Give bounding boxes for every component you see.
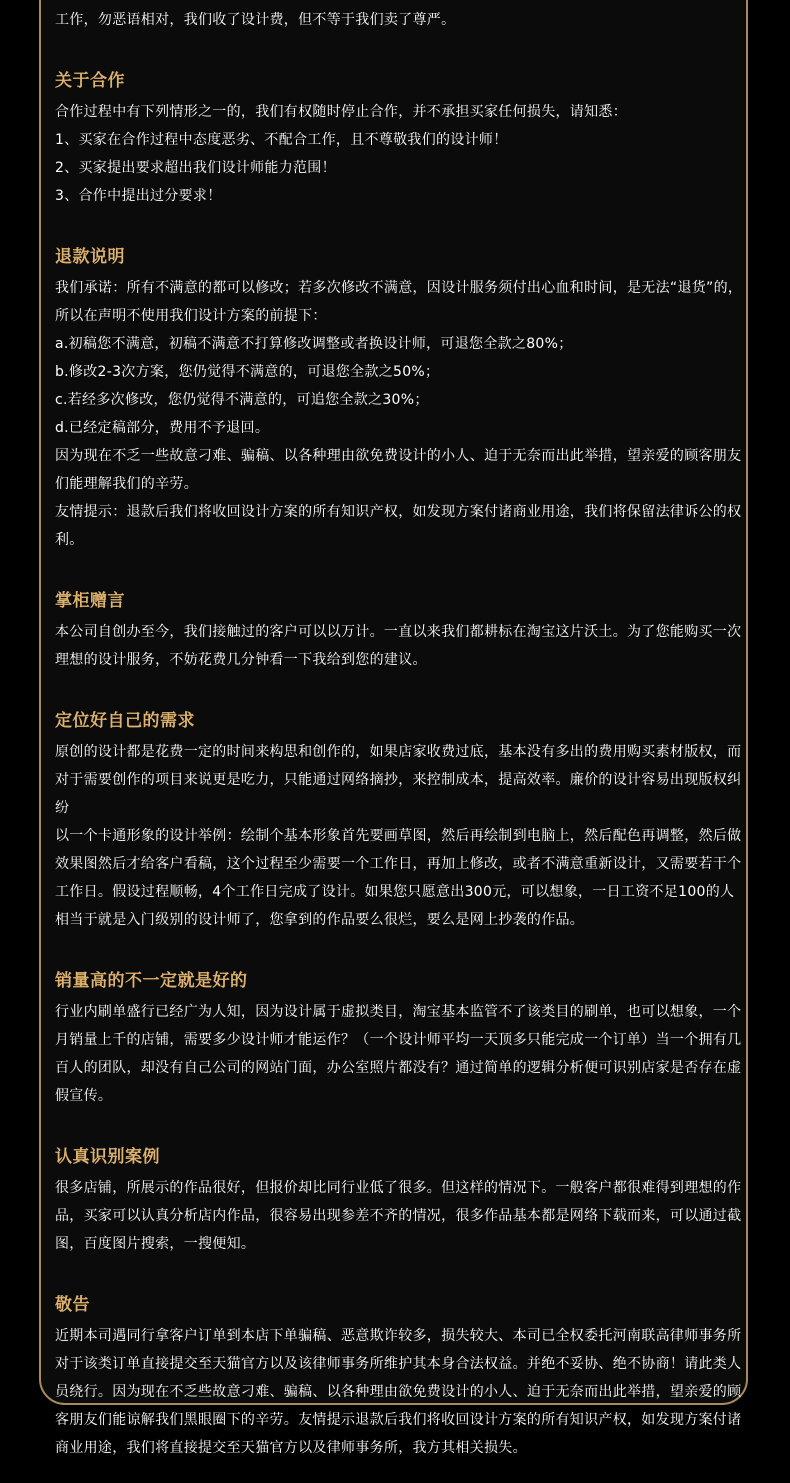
section-refund — [55, 246, 745, 554]
section-identify-cases — [55, 1146, 745, 1258]
section-gap — [55, 1110, 745, 1146]
paragraph: 我们承诺：所有不满意的都可以修改；若多次修改不满意，因设计服务须付出心血和时间，是无法“退货”的，所以在声明不使用我们设计方案的前提下： — [55, 280, 743, 324]
paragraph: 很多店铺，所展示的作品很好，但报价却比同行业低了很多。但这样的情况下。一般客户都很难得到理想的作品，买家可以认真分析店内作品，很容易出现参差不齐的情况，很多作品基本都是网络下载而来，可以通过截图，百度图片搜索，一搜便知。 — [55, 1180, 742, 1252]
section-title: 敬告 — [55, 1295, 90, 1315]
paragraph: 行业内刷单盛行已经广为人知，因为设计属于虚拟类目，淘宝基本监管不了该类目的刷单，也可以想象，一个月销量上千的店铺，需要多少设计师才能运作？（一个设计师平均一天顶多只能完成一个订单）当一个拥有几百人的团队，却没有自己公司的网站门面，办公室照片都没有？通过简单的逻辑分析便可识别店家是否存在虚假宣传。 — [55, 1004, 742, 1104]
section-high-sales — [55, 970, 745, 1110]
section-title: 关于合作 — [55, 71, 125, 91]
paragraph: 3、合作中提出过分要求！ — [55, 188, 222, 204]
paragraph: c.若经多次修改，您仍觉得不满意的，可追您全款之30%； — [55, 392, 429, 408]
section-title: 销量高的不一定就是好的 — [55, 971, 248, 991]
section-gap — [55, 34, 745, 70]
section-title: 掌柜赠言 — [55, 591, 125, 611]
section-title: 退款说明 — [55, 247, 125, 267]
paragraph: d.已经定稿部分，费用不予退回。 — [55, 420, 270, 436]
paragraph: 近期本司遇同行拿客户订单到本店下单骗稿、恶意欺诈较多，损失较大、本司已全权委托河南联高律师事务所对于该类订单直接提交至天猫官方以及该律师事务所维护其本身合法权益。并绝不妥协、绝不协商！请此类人员绕行。因为现在不乏些故意刁难、骗稿、以各种理由欲免费设计的小人、迫于无奈而出此举措，望亲爱的顾客朋友们能谅解我们黑眼圈下的辛劳。友情提示退款后我们将收回设计方案的所有知识产权，如发现方案付诸商业用途，我们将直接提交至天猫官方以及律师事务所，我方其相关损失。 — [55, 1328, 742, 1456]
section-owner-advice — [55, 590, 745, 674]
section-notice — [55, 1294, 745, 1462]
paragraph: 以一个卡通形象的设计举例：绘制个基本形象首先要画草图，然后再绘制到电脑上，然后配色再调整，然后做效果图然后才给客户看稿，这个过程至少需要一个工作日，再加上修改，或者不满意重新设计，又需要若干个工作日。假设过程顺畅，4个工作日完成了设计。如果您只愿意出300元，可以想象，一日工资不足100的人相当于就是入门级别的设计师了，您拿到的作品要么很烂，要么是网上抄袭的作品。 — [55, 828, 742, 928]
paragraph: b.修改2-3次方案，您仍觉得不满意的，可退您全款之50%； — [55, 364, 440, 380]
section-gap — [55, 1258, 745, 1294]
section-title: 认真识别案例 — [55, 1147, 160, 1167]
section-gap — [55, 674, 745, 710]
paragraph: 因为现在不乏一些故意刁难、骗稿、以各种理由欲免费设计的小人、迫于无奈而出此举措，望亲爱的顾客朋友们能理解我们的辛劳。 — [55, 448, 742, 492]
section-cooperation — [55, 70, 745, 210]
paragraph: 原创的设计都是花费一定的时间来构思和创作的，如果店家收费过底，基本没有多出的费用购买素材版权，而对于需要创作的项目来说更是吃力，只能通过网络摘抄，来控制成本，提高效率。廉价的设计容易出现版权纠纷 — [55, 744, 742, 816]
section-gap — [55, 210, 745, 246]
section-gap — [55, 934, 745, 970]
paragraph: 2、买家提出要求超出我们设计师能力范围！ — [55, 160, 336, 176]
paragraph: a.初稿您不满意，初稿不满意不打算修改调整或者换设计师，可退您全款之80%； — [55, 336, 573, 352]
intro-text: 工作，勿恶语相对，我们收了设计费，但不等于我们卖了尊严。 — [55, 12, 456, 28]
paragraph: 本公司自创办至今，我们接触过的客户可以以万计。一直以来我们都耕标在淘宝这片沃土。为了您能购买一次理想的设计服务，不妨花费几分钟看一下我给到您的建议。 — [55, 624, 742, 668]
paragraph: 合作过程中有下列情形之一的，我们有权随时停止合作，并不承担买家任何损失，请知悉： — [55, 104, 627, 120]
paragraph: 1、买家在合作过程中态度恶劣、不配合工作，且不尊敬我们的设计师！ — [55, 132, 508, 148]
policy-content — [55, 0, 745, 1462]
section-gap — [55, 554, 745, 590]
paragraph: 友情提示：退款后我们将收回设计方案的所有知识产权，如发现方案付诸商业用途，我们将保留法律诉公的权利。 — [55, 504, 742, 548]
section-title: 定位好自己的需求 — [55, 711, 195, 731]
section-define-needs — [55, 710, 745, 934]
